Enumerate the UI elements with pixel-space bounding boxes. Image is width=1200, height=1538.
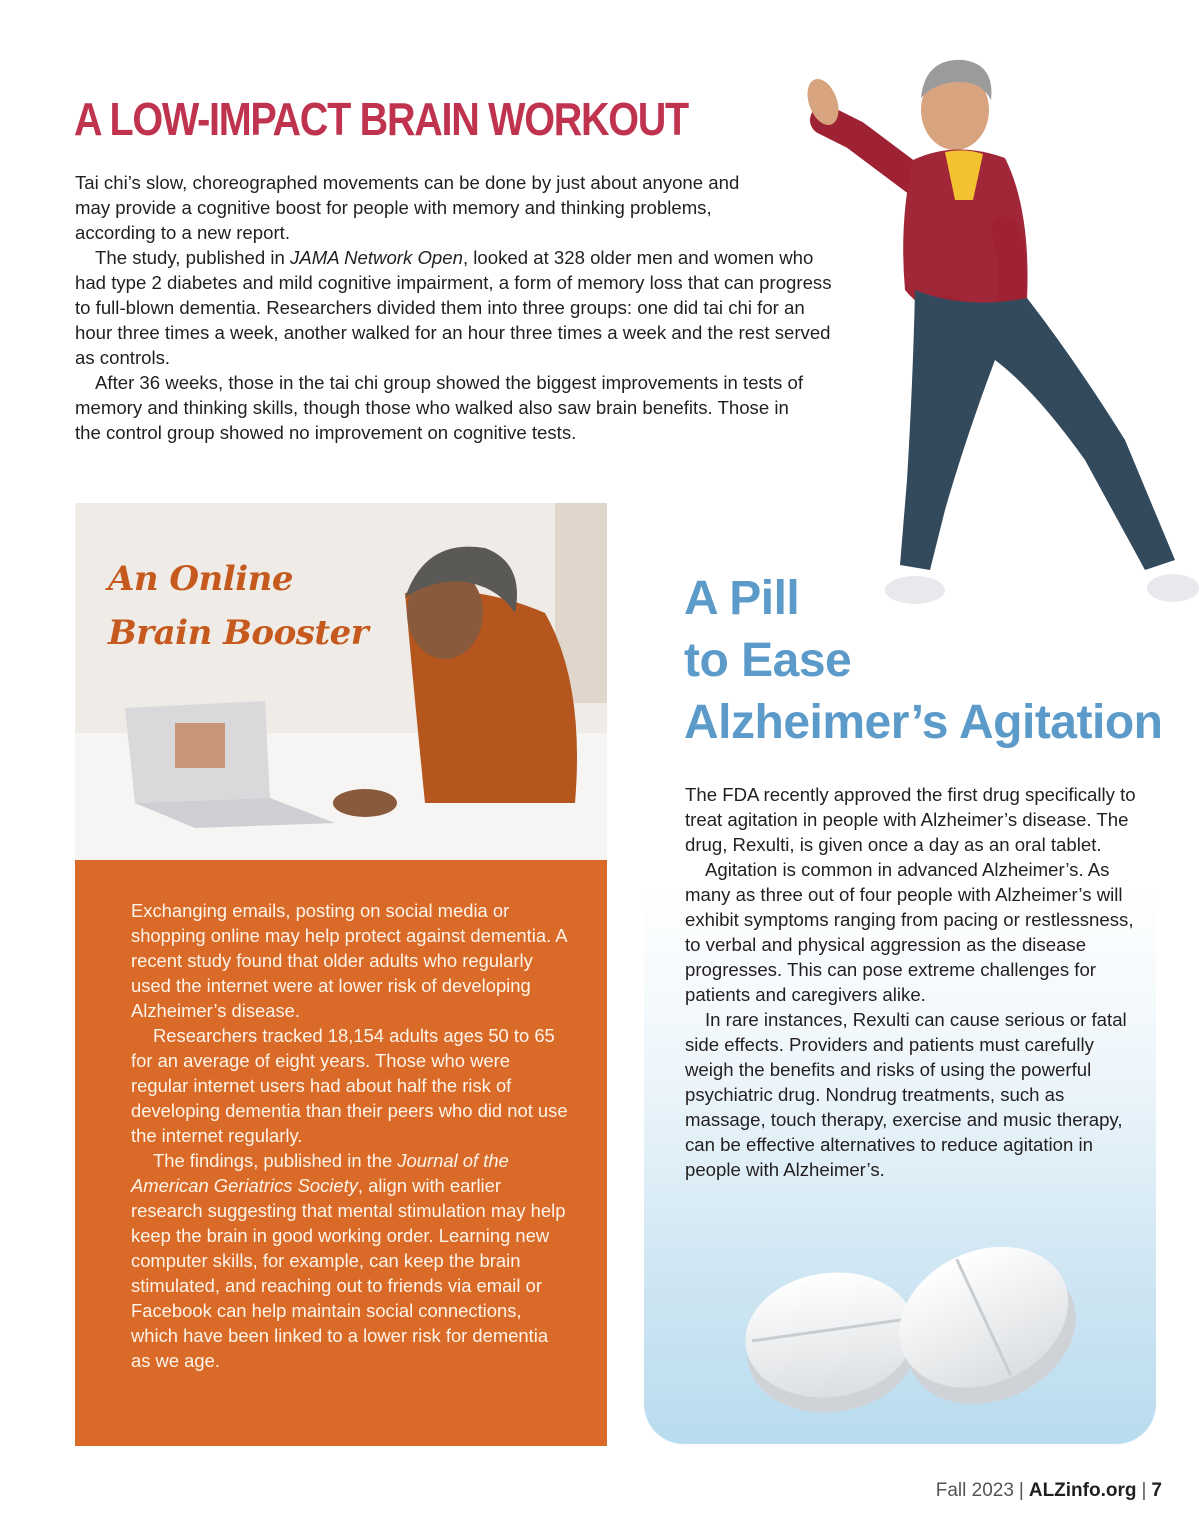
booster-paragraph-3: [131, 1148, 571, 1373]
footer-separator: |: [1141, 1480, 1147, 1501]
tai-chi-p2-end: , looked at 328 older men and women who had type 2 diabetes and mild cognitive impairment, a form of memory loss that can progress to full-blown dementia. Researchers divided them into three groups: one did tai chi for an hour three times a week, another walked for an hour three times a week and the rest served as controls.: [75, 247, 832, 368]
tai-chi-paragraph-3: After 36 weeks, those in the tai chi group showed the biggest improvements in tests of memory and thinking skills, though those who walked also saw brain benefits. Those in the control group showed no improvement on cognitive tests.: [75, 372, 803, 443]
tai-chi-man-photo: [795, 40, 1200, 620]
journal-name-jags: Journal of the American Geriatrics Society: [131, 1150, 509, 1196]
booster-p3-end: , align with earlier research suggesting that mental stimulation may help keep the brain in good working order. Learning new computer skills, for example, can keep the brain stimulated, and reaching out to friends via email or Facebook can help maintain social connections, which have been linked to a lower risk for dementia as we age.: [131, 1175, 566, 1371]
booster-article-body: [131, 898, 571, 1373]
page-footer: [936, 1480, 1162, 1502]
booster-paragraph-1: Exchanging emails, posting on social media or shopping online may help protect against dementia. A recent study found that older adults who regularly used the internet were at lower risk of developing Alzheimer’s disease.: [131, 900, 567, 1021]
booster-headline-line-1: An Online: [108, 559, 293, 599]
pill-paragraph-1: The FDA recently approved the first drug specifically to treat agitation in people with Alzheimer’s disease. The drug, Rexulti, is given once a day as an oral tablet.: [685, 784, 1136, 855]
tai-chi-paragraph-2: [75, 245, 845, 370]
pill-paragraph-2: Agitation is common in advanced Alzheimer’s. As many as three out of four people with Alzheimer’s will exhibit symptoms ranging from pacing or restlessness, to verbal and physical aggression as the disease progresses. This can pose extreme challenges for patients and caregivers alike.: [685, 859, 1134, 1005]
booster-p3-start: The findings, published in the: [153, 1150, 398, 1171]
tai-chi-paragraph-1: Tai chi’s slow, choreographed movements can be done by just about anyone and may provide a cognitive boost for people with memory and thinking problems, according to a new report.: [75, 172, 740, 243]
tai-chi-headline: A LOW-IMPACT BRAIN WORKOUT: [74, 93, 688, 145]
tai-chi-p2-start: The study, published in: [95, 247, 291, 268]
pills-photo: [740, 1225, 1150, 1435]
pill-headline: [684, 568, 1162, 754]
issue-season: Fall 2023: [935, 1480, 1014, 1501]
booster-headline-line-2: Brain Booster: [108, 613, 369, 653]
booster-paragraph-2: Researchers tracked 18,154 adults ages 50 to 65 for an average of eight years. Those who were regular internet users had about half the risk of developing dementia than their peers who did not use the internet regularly.: [131, 1025, 568, 1146]
booster-headline: [108, 552, 368, 660]
pill-headline-line-2: to Ease: [684, 634, 852, 687]
journal-name-jama: JAMA Network Open: [290, 247, 463, 268]
pill-headline-line-1: A Pill: [684, 572, 800, 625]
pill-headline-line-3: Alzheimer’s Agitation: [684, 696, 1163, 749]
pill-paragraph-3: In rare instances, Rexulti can cause serious or fatal side effects. Providers and patients must carefully weigh the benefits and risks of using the powerful psychiatric drug. Nondrug treatments, such as massage, touch therapy, exercise and music therapy, can be effective alternatives to reduce agitation in people with Alzheimer’s.: [685, 1009, 1127, 1180]
tai-chi-article-body: [75, 170, 845, 445]
footer-separator: |: [1018, 1480, 1024, 1501]
pill-article-body: [685, 782, 1145, 1182]
page-number: 7: [1151, 1480, 1162, 1501]
website-link[interactable]: ALZinfo.org: [1028, 1480, 1137, 1501]
